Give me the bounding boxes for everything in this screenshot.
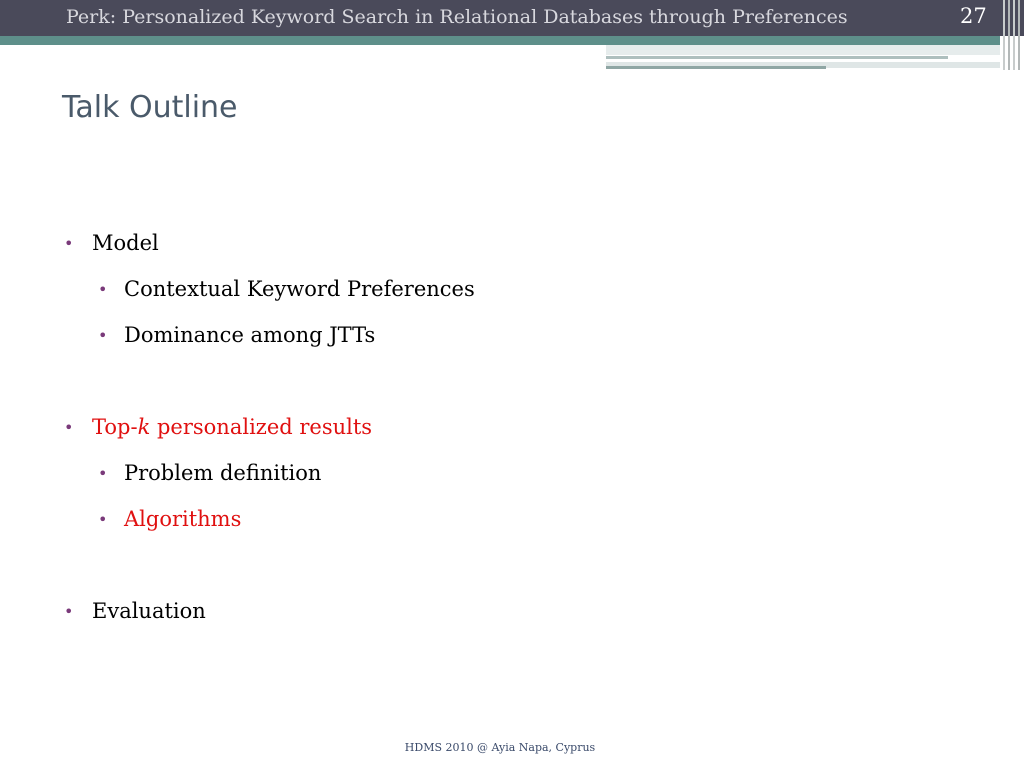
outline-subitem-label: Contextual Keyword Preferences [124,277,475,301]
slide-title: Talk Outline [62,90,238,125]
outline-item-label-suffix: personalized results [150,415,373,439]
bullet-icon: • [98,280,108,299]
bullet-icon: • [64,234,74,253]
outline-subitem-label: Problem definition [124,461,322,485]
outline-subitem [98,323,376,347]
bullet-icon: • [64,418,74,437]
footer-text: HDMS 2010 @ Ayia Napa, Cyprus [404,741,596,754]
outline-subitem-label: Dominance among JTTs [124,323,376,347]
outline-subitem [98,277,475,301]
outline-subitem-label: Algorithms [124,507,242,531]
slide-number: 27 [960,4,987,28]
outline-item-label: Evaluation [92,599,206,623]
outline-item-label-k: k [137,415,151,439]
presentation-title: Perk: Personalized Keyword Search in Relational Databases through Preferences [66,6,848,28]
outline-subitem [98,461,322,485]
outline-subitem-current [98,507,242,531]
bullet-icon: • [98,510,108,529]
outline-item-label: Model [92,231,159,255]
bullet-icon: • [98,326,108,345]
bullet-icon: • [98,464,108,483]
outline-item-model [64,231,159,255]
bullet-icon: • [64,602,74,621]
outline-item-label-prefix: Top- [92,415,138,439]
outline-item-topk [64,415,373,439]
outline-item-evaluation [64,599,206,623]
